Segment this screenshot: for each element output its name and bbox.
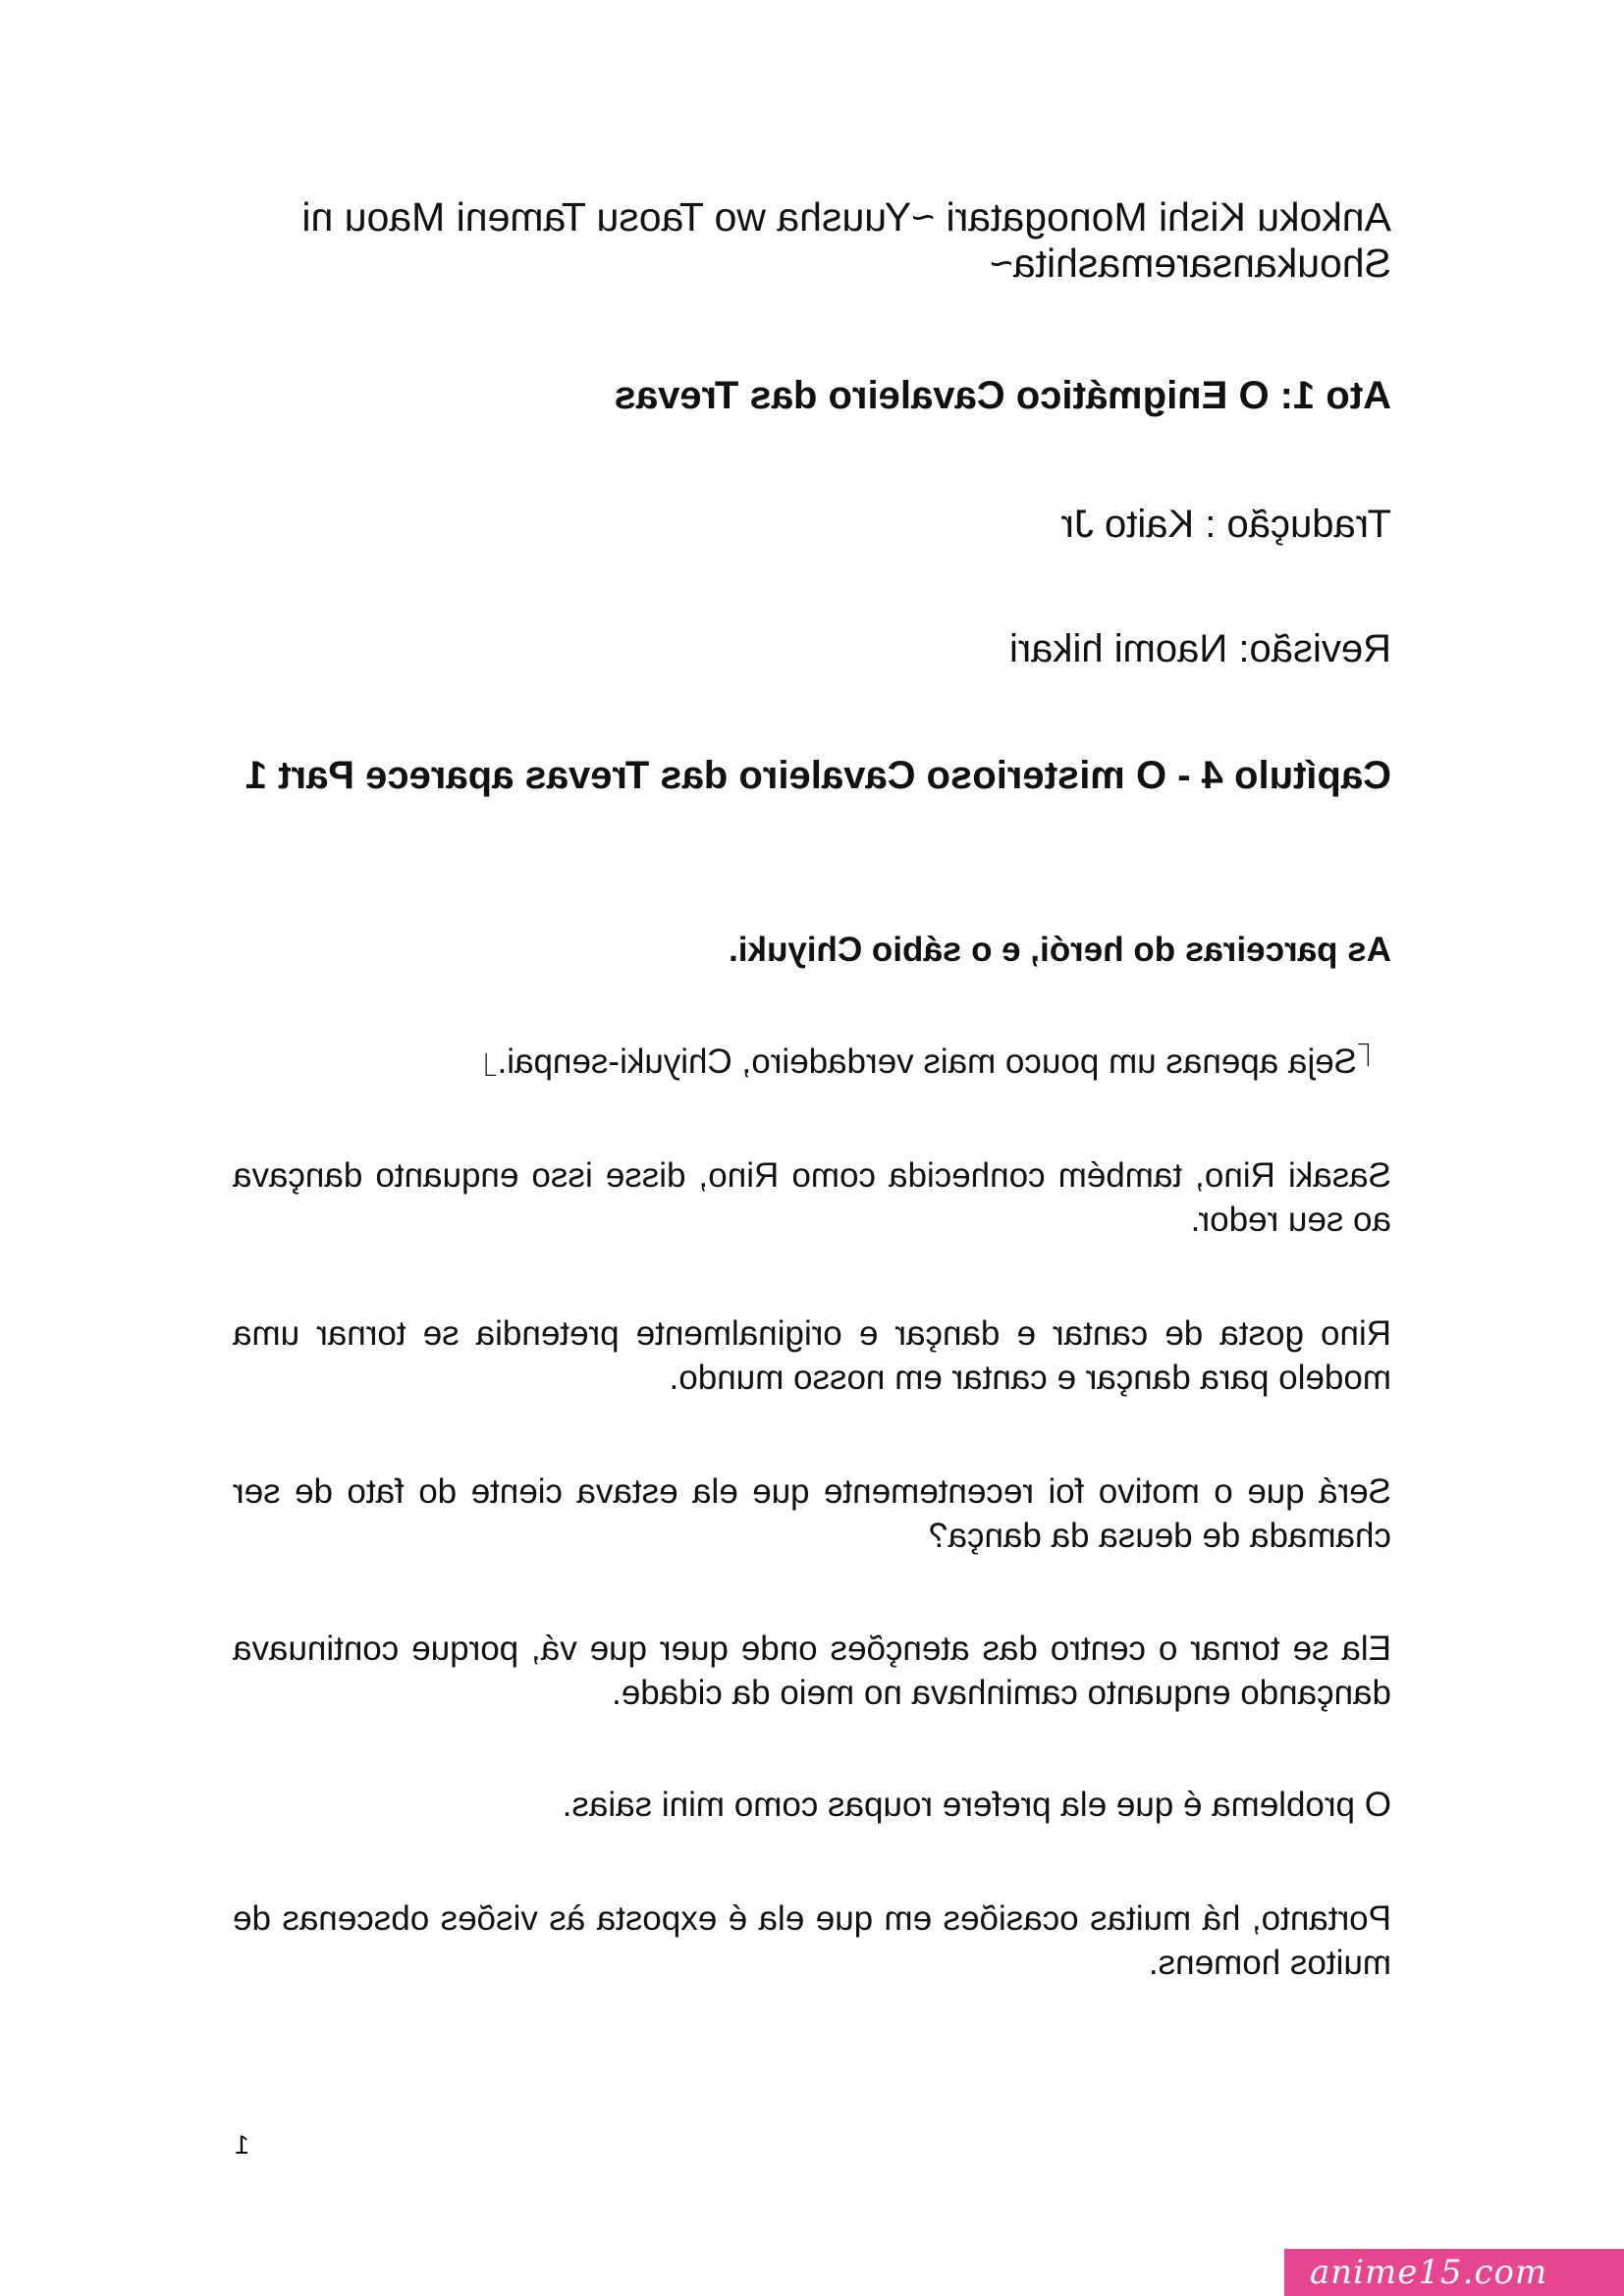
paragraph: Portanto, há muitas ocasiões em que ela é exposta às visões obscenas de muitos homens.: [233, 1899, 1391, 1982]
paragraph: 「Seja apenas um pouco mais verdadeiro, Chiyuki-senpai.」: [462, 1042, 1391, 1081]
act-heading: Ato 1: O Enigmático Cavaleiro das Trevas: [614, 374, 1391, 417]
paragraph: Rino gosta de cantar e dançar e originalmente pretendia se tornar uma modelo para dançar e cantar em nosso mundo.: [233, 1314, 1391, 1397]
document-title: Ankoku Kishi Monogatari ~Yuusha wo Taosu Tameni Maou ni Shoukansaremashita~: [301, 194, 1391, 286]
translation-credit: Tradução : Kaito Jr: [1060, 503, 1391, 546]
paragraph: Ela se tornar o centro das atenções onde quer que vá, porque continuava dançando enquanto caminhava no meio da cidade.: [233, 1629, 1391, 1712]
paragraph: O problema é que ela prefere roupas como mini saias.: [562, 1786, 1391, 1824]
page-number: 1: [234, 2130, 249, 2160]
site-watermark: anime15.com: [1284, 2249, 1624, 2296]
paragraph: Sasaki Rino, também conhecida como Rino, disse isso enquanto dançava ao seu redor.: [233, 1156, 1391, 1239]
paragraph: Será que o motivo foi recentemente que ela estava ciente do fato de ser chamada de deusa da dança?: [233, 1472, 1391, 1555]
chapter-heading: Capítulo 4 - O misterioso Cavaleiro das Trevas aparece Part 1: [244, 754, 1391, 797]
revision-credit: Revisão: Naomi hikari: [1008, 627, 1391, 670]
section-heading: As parceiras do herói, e o sábio Chiyuki.: [729, 931, 1391, 969]
